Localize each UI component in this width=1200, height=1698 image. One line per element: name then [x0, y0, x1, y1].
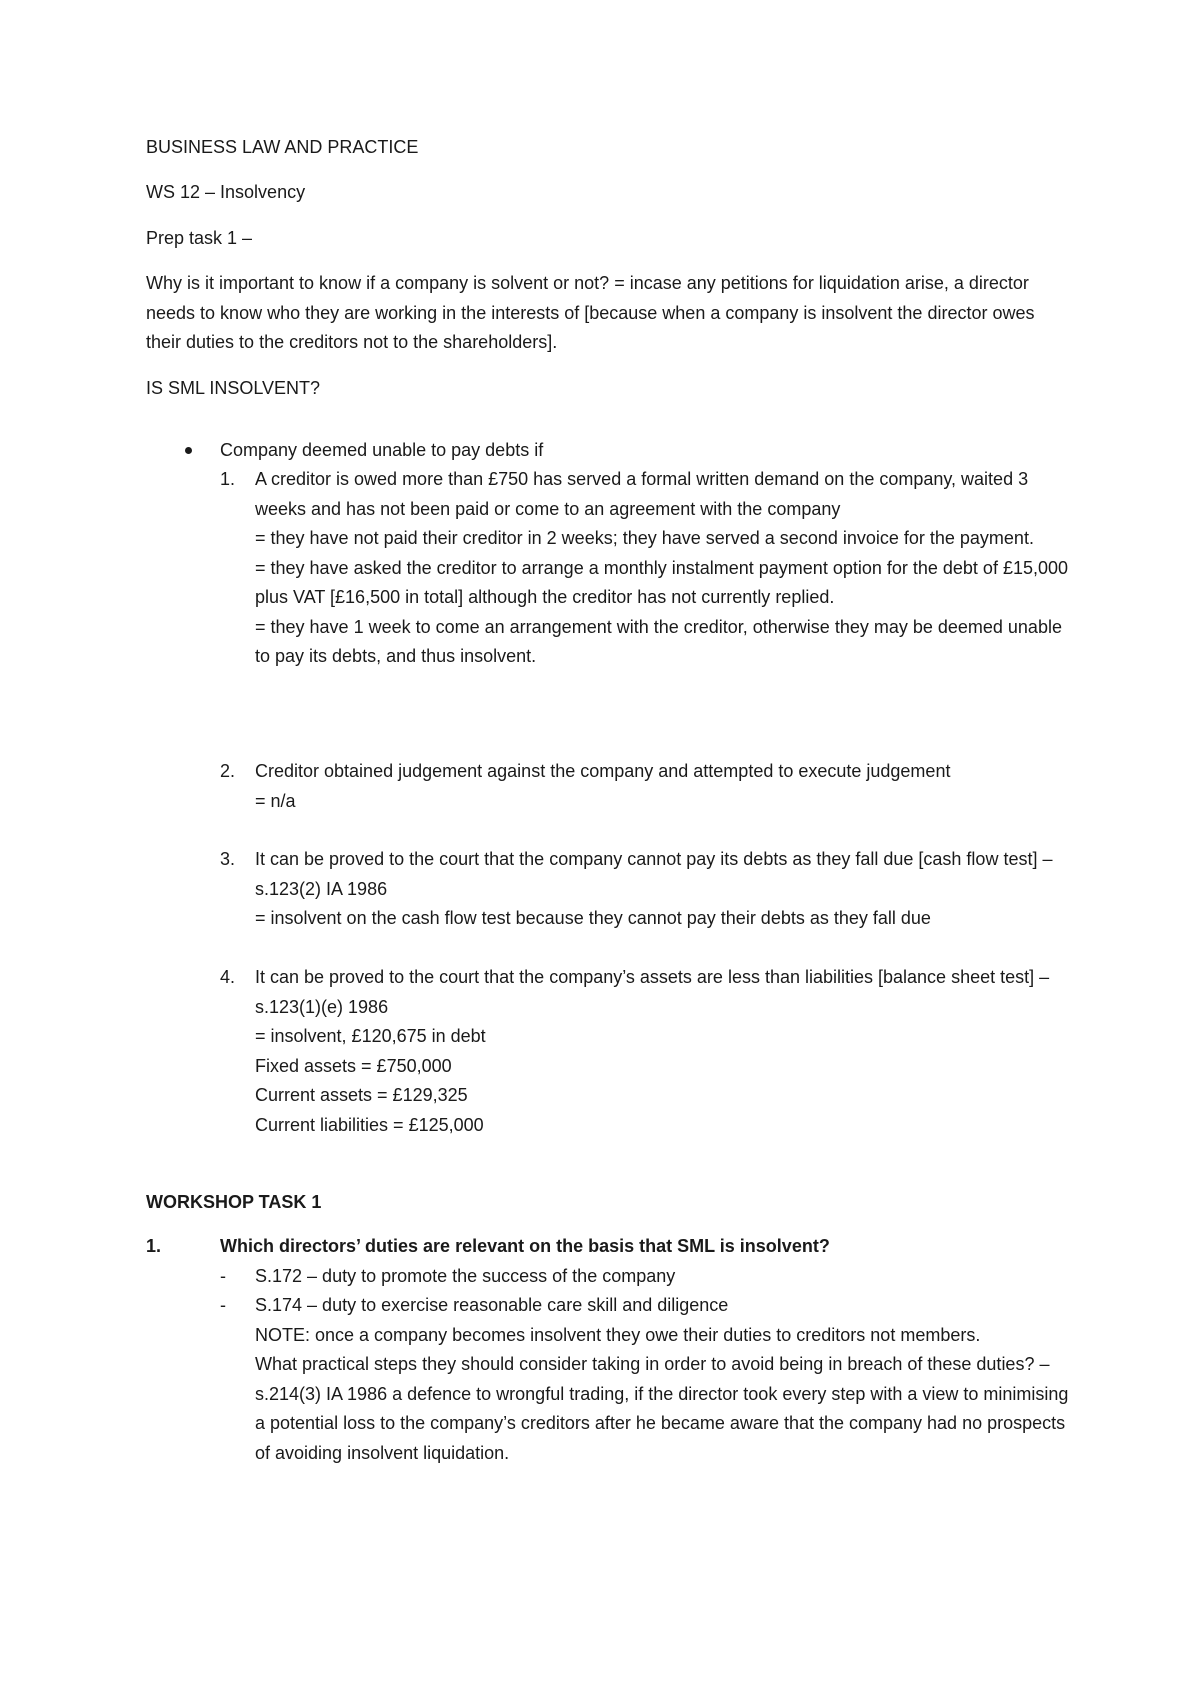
bullet-icon — [185, 447, 192, 454]
list-number: 3. — [220, 849, 236, 869]
list-line: = insolvent, £120,675 in debt — [255, 1026, 486, 1046]
list-body — [255, 845, 1080, 934]
list-body — [255, 757, 1080, 816]
list-number: 2. — [220, 761, 236, 781]
list-line: = insolvent on the cash flow test because they cannot pay their debts as they fall due — [255, 908, 931, 928]
dash-text: S.174 – duty to exercise reasonable care skill and diligence — [255, 1295, 729, 1315]
list-line: = they have not paid their creditor in 2 weeks; they have served a second invoice for the payment. — [255, 528, 1034, 548]
prep-task-heading: Prep task 1 – — [146, 228, 253, 248]
workshop-question-text: Which directors’ duties are relevant on the basis that SML is insolvent? — [220, 1236, 830, 1256]
workshop-heading: WORKSHOP TASK 1 — [146, 1192, 322, 1212]
list-line: It can be proved to the court that the company’s assets are less than liabilities [balance sheet test] – s.123(1)(e) 1986 — [255, 967, 1050, 1017]
steps-text: What practical steps they should consider taking in order to avoid being in breach of these duties? – s.214(3) IA 1986 a defence to wrongful trading, if the director took every step with a view to minimising a potential loss to the company’s creditors after he became aware that the company had no prospects of avoiding insolvent liquidation. — [255, 1354, 1069, 1463]
dash-icon: - — [220, 1295, 226, 1315]
list-body — [255, 963, 1080, 1140]
list-line: Current liabilities = £125,000 — [255, 1114, 484, 1135]
list-line: A creditor is owed more than £750 has served a formal written demand on the company, waited 3 weeks and has not been paid or come to an agreement with the company — [255, 469, 1029, 519]
list-line: Fixed assets = £750,000 — [255, 1055, 452, 1076]
list-line: Creditor obtained judgement against the company and attempted to execute judgement — [255, 761, 951, 781]
list-line: = n/a — [255, 790, 296, 811]
question-heading: IS SML INSOLVENT? — [146, 378, 321, 398]
doc-subtitle: WS 12 – Insolvency — [146, 182, 306, 202]
list-line: = they have 1 week to come an arrangement with the creditor, otherwise they may be deemed unable to pay its debts, and thus insolvent. — [255, 616, 1062, 666]
intro-paragraph: Why is it important to know if a company is solvent or not? = incase any petitions for liquidation arise, a director needs to know who they are working in the interests of [because when a company is insolvent the director owes their duties to the creditors not to the shareholders]. — [146, 273, 1035, 352]
list-number: 1. — [220, 469, 236, 489]
bullet-text: Company deemed unable to pay debts if — [220, 440, 544, 460]
dash-text: S.172 – duty to promote the success of the company — [255, 1266, 676, 1286]
list-line: It can be proved to the court that the company cannot pay its debts as they fall due [cash flow test] – s.123(2) IA 1986 — [255, 849, 1053, 899]
list-line: = they have asked the creditor to arrange a monthly instalment payment option for the debt of £15,000 plus VAT [£16,500 in total] although the creditor has not currently replied. — [255, 557, 1069, 607]
note-text: NOTE: once a company becomes insolvent they owe their duties to creditors not members. — [255, 1324, 981, 1345]
doc-title: BUSINESS LAW AND PRACTICE — [146, 137, 419, 157]
dash-body — [255, 1291, 1080, 1468]
dash-icon: - — [220, 1266, 226, 1286]
list-line: Current assets = £129,325 — [255, 1085, 468, 1105]
list-body — [255, 465, 1080, 672]
list-number: 4. — [220, 967, 236, 987]
workshop-question-number: 1. — [146, 1236, 162, 1256]
